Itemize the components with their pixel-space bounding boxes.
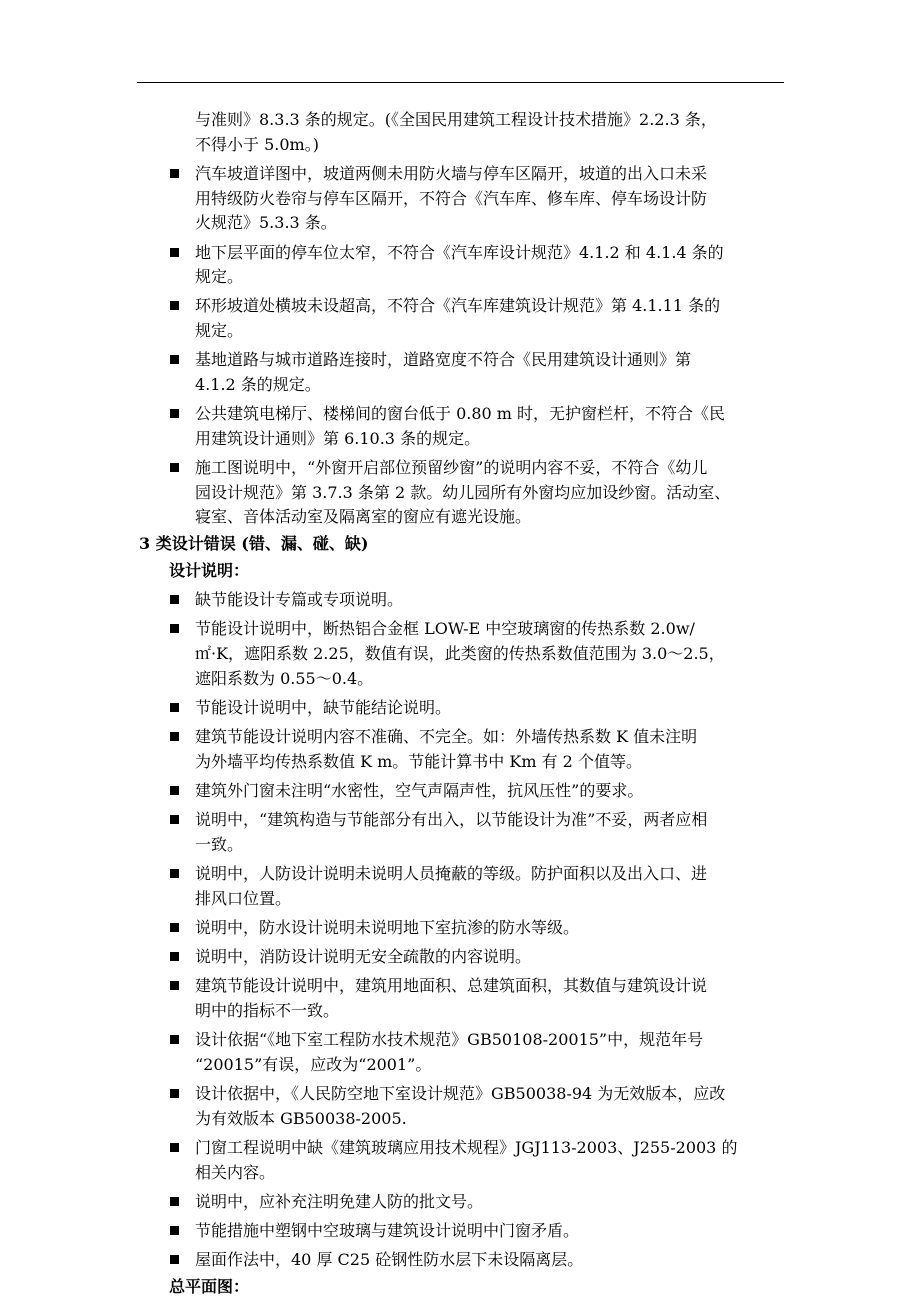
list-item-line: 施工图说明中，“外窗开启部位预留纱窗”的说明内容不妥，不符合《幼儿 bbox=[195, 458, 708, 478]
list-item bbox=[170, 862, 785, 911]
bullet-square-icon bbox=[170, 248, 179, 257]
list-item bbox=[170, 696, 785, 721]
list-item-line: 一致。 bbox=[195, 834, 244, 854]
bullet-square-icon bbox=[170, 923, 179, 932]
list-item-line: “20015”有误，应改为“2001”。 bbox=[195, 1054, 432, 1074]
list-item bbox=[170, 916, 785, 941]
bullet-square-icon bbox=[170, 981, 179, 990]
list-item-line: 规定。 bbox=[195, 321, 244, 341]
bullet-square-icon bbox=[170, 1089, 179, 1098]
bullet-square-icon bbox=[170, 786, 179, 795]
bullet-square-icon bbox=[170, 952, 179, 961]
bullet-square-icon bbox=[170, 732, 179, 741]
list-item bbox=[170, 617, 785, 691]
list-item bbox=[170, 588, 785, 613]
list-item-line: 遮阳系数为 0.55～0.4。 bbox=[195, 668, 374, 688]
list-item-line: 建筑节能设计说明中，建筑用地面积、总建筑面积，其数值与建筑设计说 bbox=[195, 976, 708, 996]
list-item-line: 用特级防火卷帘与停车区隔开，不符合《汽车库、修车库、停车场设计防 bbox=[195, 188, 708, 208]
list-item bbox=[170, 725, 785, 774]
bullet-square-icon bbox=[170, 595, 179, 604]
list-item-line: 相关内容。 bbox=[195, 1162, 276, 1182]
list-item-line: 为外墙平均传热系数值 K m。节能计算书中 Km 有 2 个值等。 bbox=[195, 751, 642, 771]
bullet-square-icon bbox=[170, 869, 179, 878]
list-item-line: 寝室、音体活动室及隔离室的窗应有遮光设施。 bbox=[195, 507, 532, 527]
list-item bbox=[170, 241, 785, 290]
list-item-line: 规定。 bbox=[195, 267, 244, 287]
list-item-line: 说明中，消防设计说明无安全疏散的内容说明。 bbox=[195, 947, 532, 967]
list-item-line: 门窗工程说明中缺《建筑玻璃应用技术规程》JGJ113-2003、J255-2003 的 bbox=[195, 1138, 738, 1158]
list-item-line: 排风口位置。 bbox=[195, 888, 292, 908]
list-item-line: 为有效版本 GB50038-2005. bbox=[195, 1108, 407, 1128]
list-item-line: 基地道路与城市道路连接时，道路宽度不符合《民用建筑设计通则》第 bbox=[195, 350, 692, 370]
list-item-line: ㎡·K，遮阳系数 2.25，数值有误，此类窗的传热系数值范围为 3.0～2.5， bbox=[195, 643, 725, 663]
continuation-line: 不得小于 5.0m。) bbox=[195, 134, 319, 154]
list-item bbox=[170, 945, 785, 970]
list-item bbox=[170, 348, 785, 397]
list-item bbox=[170, 162, 785, 236]
list-item-line: 节能设计说明中，缺节能结论说明。 bbox=[195, 697, 452, 717]
list-item-line: 环形坡道处横坡未设超高，不符合《汽车库建筑设计规范》第 4.1.11 条的 bbox=[195, 296, 721, 316]
list-item bbox=[170, 1082, 785, 1131]
list-item bbox=[170, 808, 785, 857]
list-item bbox=[170, 456, 785, 530]
list-item-line: 说明中，人防设计说明未说明人员掩蔽的等级。防护面积以及出入口、进 bbox=[195, 864, 708, 884]
bullet-square-icon bbox=[170, 1035, 179, 1044]
site-plan-heading: 总平面图： bbox=[169, 1277, 250, 1297]
bullet-square-icon bbox=[170, 815, 179, 824]
continuation-line: 与准则》8.3.3 条的规定。(《全国民用建筑工程设计技术措施》2.2.3 条， bbox=[195, 110, 717, 129]
list-item-line: 说明中，防水设计说明未说明地下室抗渗的防水等级。 bbox=[195, 918, 580, 937]
list-item-line: 园设计规范》第 3.7.3 条第 2 款。幼儿园所有外窗均应加设纱窗。活动室、 bbox=[195, 482, 731, 502]
bullet-square-icon bbox=[170, 703, 179, 712]
bullet-square-icon bbox=[170, 1143, 179, 1152]
list-item bbox=[170, 1219, 785, 1244]
list-item-line: 设计依据“《地下室工程防水技术规范》GB50108-20015”中，规范年号 bbox=[195, 1030, 704, 1050]
bullet-square-icon bbox=[170, 1197, 179, 1206]
list-item-line: 说明中，“建筑构造与节能部分有出入，以节能设计为准”不妥，两者应相 bbox=[195, 810, 708, 830]
list-item-line: 用建筑设计通则》第 6.10.3 条的规定。 bbox=[195, 428, 481, 448]
bullet-square-icon bbox=[170, 1255, 179, 1264]
list-item-line: 火规范》5.3.3 条。 bbox=[195, 213, 337, 233]
header-rule bbox=[137, 82, 784, 83]
list-item-line: 汽车坡道详图中，坡道两侧未用防火墙与停车区隔开，坡道的出入口未采 bbox=[195, 163, 708, 183]
list-item-line: 节能设计说明中，断热铝合金框 LOW-E 中空玻璃窗的传热系数 2.0w/ bbox=[195, 619, 695, 639]
list-item-line: 设计依据中，《人民防空地下室设计规范》GB50038-94 为无效版本，应改 bbox=[195, 1084, 726, 1104]
list-item bbox=[170, 974, 785, 1023]
bullet-square-icon bbox=[170, 624, 179, 633]
list-item-line: 公共建筑电梯厅、楼梯间的窗台低于 0.80 m 时，无护窗栏杆，不符合《民 bbox=[195, 404, 726, 424]
list-item-line: 明中的指标不一致。 bbox=[195, 1001, 340, 1021]
bullet-square-icon bbox=[170, 1226, 179, 1235]
list-item bbox=[170, 1190, 785, 1215]
list-item-line: 节能措施中塑钢中空玻璃与建筑设计说明中门窗矛盾。 bbox=[195, 1221, 580, 1241]
design-notes-heading: 设计说明： bbox=[169, 560, 250, 580]
bullet-square-icon bbox=[170, 409, 179, 418]
list-item-line: 4.1.2 条的规定。 bbox=[195, 374, 321, 394]
list-item bbox=[170, 779, 785, 804]
bullet-square-icon bbox=[170, 463, 179, 472]
list-item-line: 屋面作法中，40 厚 C25 砼钢性防水层下未设隔离层。 bbox=[195, 1250, 584, 1270]
list-item bbox=[170, 1028, 785, 1077]
section-heading: 3 类设计错误 (错、漏、碰、缺) bbox=[139, 534, 369, 554]
bullet-square-icon bbox=[170, 169, 179, 178]
bullet-square-icon bbox=[170, 355, 179, 364]
list-item bbox=[170, 402, 785, 451]
list-item-line: 缺节能设计专篇或专项说明。 bbox=[195, 590, 404, 610]
list-item bbox=[170, 1248, 785, 1273]
list-item-line: 建筑节能设计说明内容不准确、不完全。如：外墙传热系数 K 值未注明 bbox=[195, 727, 698, 747]
list-item-line: 地下层平面的停车位太窄，不符合《汽车库设计规范》4.1.2 和 4.1.4 条的 bbox=[195, 242, 724, 262]
list-item bbox=[170, 294, 785, 343]
list-item-line: 建筑外门窗未注明“水密性，空气声隔声性，抗风压性”的要求。 bbox=[195, 781, 644, 800]
list-item-line: 说明中，应补充注明免建人防的批文号。 bbox=[195, 1192, 484, 1211]
list-item bbox=[170, 1136, 785, 1185]
bullet-square-icon bbox=[170, 301, 179, 310]
